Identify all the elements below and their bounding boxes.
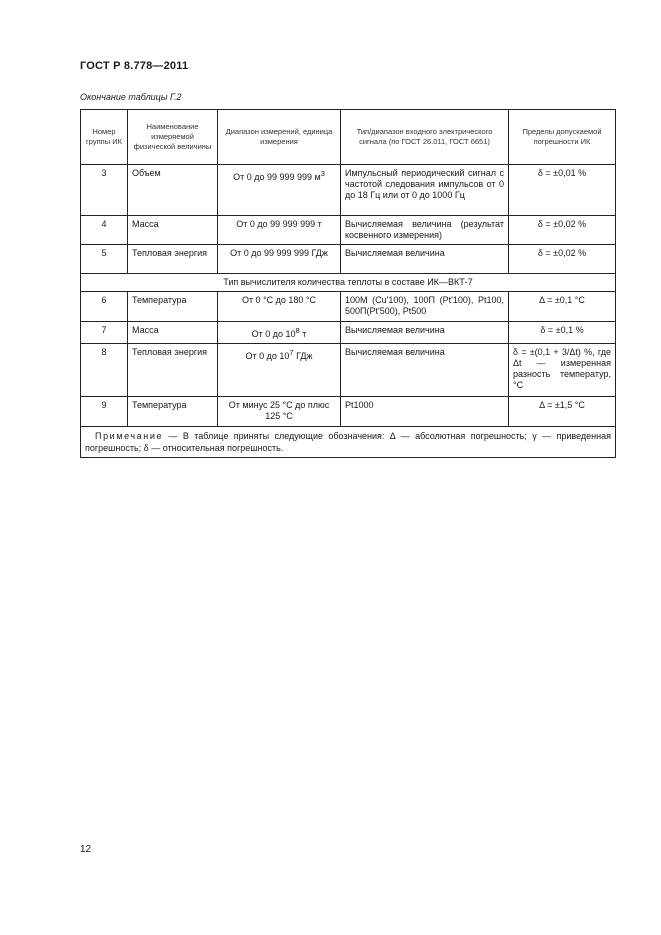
column-header-number: Номер группы ИК bbox=[81, 110, 128, 165]
cell-range bbox=[218, 344, 341, 397]
cell-number: 4 bbox=[81, 216, 128, 245]
cell-signal: 100М (Cu'100), 100П (Pt'100), Pt100, 500П(Pt'500), Pt500 bbox=[341, 292, 509, 322]
data-table bbox=[80, 109, 616, 458]
cell-signal: Импульсный периодический сигнал с частотой следования импульсов от 0 до 18 Гц или от 0 до 1000 Гц bbox=[341, 165, 509, 216]
cell-number: 6 bbox=[81, 292, 128, 322]
cell-error: δ = ±(0,1 + 3/Δt) %, где Δt — измеренная разность температур, °С bbox=[509, 344, 616, 397]
cell-signal: Pt1000 bbox=[341, 397, 509, 427]
cell-error: Δ = ±1,5 °С bbox=[509, 397, 616, 427]
note-label: Примечание bbox=[95, 431, 164, 441]
cell-range bbox=[218, 165, 341, 216]
cell-range: От 0 до 99 999 999 ГДж bbox=[218, 245, 341, 274]
cell-error: δ = ±0,1 % bbox=[509, 322, 616, 344]
cell-range: От 0 до 99 999 999 т bbox=[218, 216, 341, 245]
table-note-row bbox=[81, 427, 616, 458]
cell-range bbox=[218, 322, 341, 344]
cell-quantity: Температура bbox=[128, 397, 218, 427]
cell-quantity: Температура bbox=[128, 292, 218, 322]
table-row bbox=[81, 292, 616, 322]
range-exponent: 8 bbox=[295, 326, 300, 335]
cell-number: 9 bbox=[81, 397, 128, 427]
cell-number: 8 bbox=[81, 344, 128, 397]
page-number: 12 bbox=[80, 844, 92, 855]
table-row bbox=[81, 344, 616, 397]
cell-quantity: Масса bbox=[128, 216, 218, 245]
table-row bbox=[81, 216, 616, 245]
cell-range: От минус 25 °С до плюс 125 °С bbox=[218, 397, 341, 427]
table-caption: Окончание таблицы Г.2 bbox=[80, 92, 182, 102]
cell-quantity: Масса bbox=[128, 322, 218, 344]
range-text: От 0 до 10 bbox=[251, 329, 296, 339]
cell-quantity: Тепловая энергия bbox=[128, 344, 218, 397]
range-unit: ГДж bbox=[293, 351, 313, 361]
column-header-signal: Тип/диапазон входного электрического сигнала (по ГОСТ 26.011, ГОСТ 6651) bbox=[341, 110, 509, 165]
cell-quantity: Тепловая энергия bbox=[128, 245, 218, 274]
table-row bbox=[81, 322, 616, 344]
document-header: ГОСТ Р 8.778—2011 bbox=[80, 60, 189, 72]
cell-signal: Вычисляемая величина bbox=[341, 344, 509, 397]
range-unit: т bbox=[299, 329, 307, 339]
column-header-range: Диапазон измерений, единица измерения bbox=[218, 110, 341, 165]
table-row bbox=[81, 165, 616, 216]
cell-range: От 0 °С до 180 °С bbox=[218, 292, 341, 322]
note-text: — В таблице приняты следующие обозначения: Δ — абсолютная погрешность; γ — приведенная погрешность; δ — относительная погрешность. bbox=[85, 431, 611, 453]
range-exponent: 3 bbox=[320, 169, 325, 178]
cell-error: δ = ±0,01 % bbox=[509, 165, 616, 216]
column-header-quantity: Наименование измеряемой физической величины bbox=[128, 110, 218, 165]
column-header-error: Пределы допускаемой погрешности ИК bbox=[509, 110, 616, 165]
cell-signal: Вычисляемая величина bbox=[341, 322, 509, 344]
cell-error: Δ = ±0,1 °С bbox=[509, 292, 616, 322]
cell-number: 5 bbox=[81, 245, 128, 274]
cell-number: 3 bbox=[81, 165, 128, 216]
range-text: От 0 до 99 999 999 м bbox=[233, 172, 321, 182]
range-text: От 0 до 10 bbox=[245, 351, 290, 361]
range-exponent: 7 bbox=[289, 348, 294, 357]
table-note bbox=[81, 427, 616, 458]
table-section-row bbox=[81, 274, 616, 292]
cell-error: δ = ±0,02 % bbox=[509, 245, 616, 274]
cell-error: δ = ±0,02 % bbox=[509, 216, 616, 245]
table-header-row bbox=[81, 110, 616, 165]
cell-signal: Вычисляемая величина bbox=[341, 245, 509, 274]
section-title: Тип вычислителя количества теплоты в составе ИК—ВКТ-7 bbox=[81, 274, 616, 292]
cell-number: 7 bbox=[81, 322, 128, 344]
table-row bbox=[81, 397, 616, 427]
cell-signal: Вычисляемая величина (результат косвенного измерения) bbox=[341, 216, 509, 245]
cell-quantity: Объем bbox=[128, 165, 218, 216]
table-row bbox=[81, 245, 616, 274]
